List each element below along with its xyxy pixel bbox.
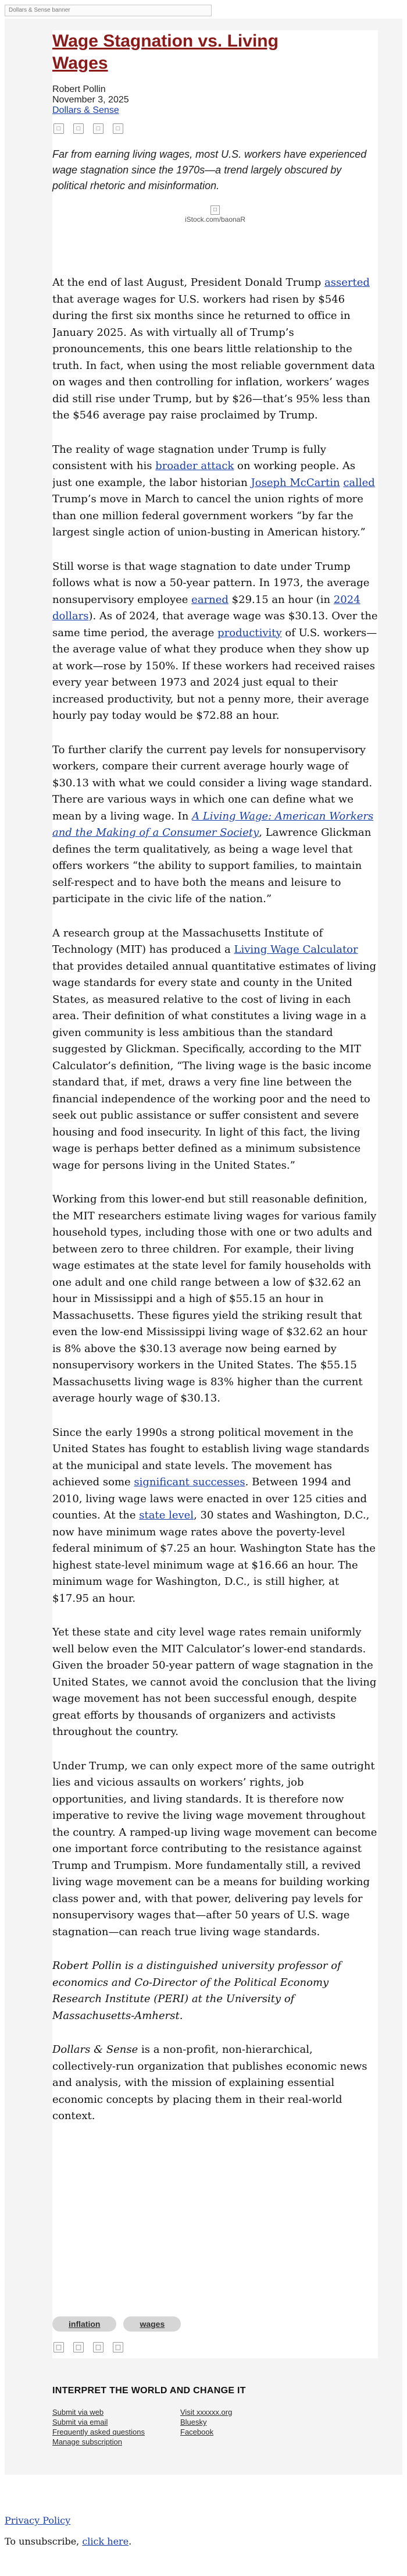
share-bar-top <box>53 123 123 135</box>
article-date: November 3, 2025 <box>52 95 129 105</box>
article-body <box>52 275 378 2294</box>
footer-col-right <box>180 2407 308 2447</box>
significant-successes-link[interactable]: significant successes <box>134 1476 245 1488</box>
article-card <box>52 30 378 2358</box>
visit-site-link[interactable]: Visit xxxxxx.org <box>180 2408 233 2417</box>
asserted-link[interactable]: asserted <box>324 276 370 289</box>
footer-col-left <box>52 2407 180 2447</box>
paragraph-4: To further clarify the current pay levels for nonsupervisory workers, compare their current average hourly wage of $30.13 with what we could consider a living wage standard. There are various ways in which one can define what we mean by a living wage. In A Living Wage: American Workers and the Making of a Consumer Society, Lawrence Glickman defines the term qualitatively, as being a wage level that offers workers “the ability to support families, to maintain self-respect and to have both the means and leisure to participate in the civic life of the nation.” <box>52 743 374 905</box>
facebook-icon[interactable]: □ <box>53 2342 64 2353</box>
hero-image <box>52 205 378 240</box>
paragraph-3: Still worse is that wage stagnation to date under Trump follows what is now a 50-year pattern. In 1973, the average nonsupervisory employee earned $29.15 an hour (in 2024 dollars). As of 2024, that average wage was $30.13. Over the same time period, the average productivity of U.S. workers—the average value of what they produce when they show up at work—rose by 150%. If these workers had received raises every year between 1973 and 2024 just equal to their increased productivity, but not a penny more, their average hourly pay today would be $72.88 an hour. <box>52 560 378 722</box>
tag-inflation[interactable]: inflation <box>52 2316 116 2332</box>
share-bar-bottom <box>53 2342 123 2354</box>
paragraph-2: The reality of wage stagnation under Trump is fully consistent with his broader attack on working people. As just one example, the labor historian Joseph McCartin called Trump’s move in March to cancel the union rights of more than one million federal government workers “by far the largest single action of union-busting in American history.” <box>52 443 375 538</box>
source-link[interactable]: Dollars & Sense <box>52 105 119 115</box>
email-shell <box>5 19 402 2475</box>
productivity-link[interactable]: productivity <box>217 626 282 639</box>
tag-wages[interactable]: wages <box>123 2316 181 2332</box>
paragraph-9: Under Trump, we can only expect more of the same outright lies and vicious assaults on workers’ rights, job opportunities, and living standards. It is therefore now imperative to revive the living wage movement throughout the country. A ramped-up living wage movement can become one important force contributing to the resistance against Trump and Trumpism. More fundamentally still, a revived living wage movement can be a means for building working class power and, with that power, delivering pay levels for nonsupervisory wages that—after 50 years of U.S. wage stagnation—can reach true living wage standards. <box>52 1759 377 1938</box>
footer-links <box>52 2407 378 2447</box>
email-icon[interactable]: □ <box>113 2342 123 2353</box>
earned-link[interactable]: earned <box>191 593 229 606</box>
paragraph-1: At the end of last August, President Donald Trump asserted that average wages for U.S. workers had risen by $546 during the first six months since he returned to office in January 2025. As with virtually all of Trump’s pronouncements, this one bears little relationship to the truth. In fact, when using the most reliable government data on wages and then controlling for inflation, workers’ wages did still rise under Trump, but by $26—that’s 95% less than the $546 average pay raise proclaimed by Trump. <box>52 276 375 421</box>
hero-caption: iStock.com/baonaR <box>184 215 246 223</box>
facebook-link[interactable]: Facebook <box>180 2428 214 2436</box>
living-wage-book-link[interactable]: A Living Wage: American Workers and the Making of a Consumer Society <box>52 810 374 839</box>
joseph-mccartin-link[interactable]: Joseph McCartin <box>251 476 340 489</box>
article-deck: Far from earning living wages, most U.S. workers have experienced wage stagnation since the 1970s—a trend largely obscured by political rhetoric and misinformation. <box>52 148 367 191</box>
state-level-link[interactable]: state level <box>139 1509 194 1521</box>
submit-email-link[interactable]: Submit via email <box>52 2418 108 2426</box>
tag-list <box>52 2316 181 2333</box>
submit-web-link[interactable]: Submit via web <box>52 2408 104 2417</box>
privacy-policy-link[interactable]: Privacy Policy <box>5 2515 71 2526</box>
facebook-icon[interactable]: □ <box>53 123 64 134</box>
author-bio: Robert Pollin is a distinguished university professor of economics and Co-Director of the Political Economy Research Institute (PERI) at the University of Massachusetts-Amherst. <box>52 1960 341 2022</box>
linkedin-icon[interactable]: □ <box>93 2342 103 2353</box>
x-icon[interactable]: □ <box>73 123 84 134</box>
x-icon[interactable]: □ <box>73 2342 84 2353</box>
footer-title: INTERPRET THE WORLD AND CHANGE IT <box>52 2386 246 2396</box>
unsubscribe-line: To unsubscribe, click here. <box>5 2536 132 2547</box>
manage-subscription-link[interactable]: Manage subscription <box>52 2437 122 2446</box>
bluesky-link[interactable]: Bluesky <box>180 2418 207 2426</box>
living-wage-calculator-link[interactable]: Living Wage Calculator <box>234 943 358 956</box>
email-icon[interactable]: □ <box>113 123 123 134</box>
top-banner-image: Dollars & Sense banner <box>5 5 212 16</box>
paragraph-7: Since the early 1990s a strong political movement in the United States has fought to establish living wage standards at the municipal and state levels. The movement has achieved some significant successes. Between 1994 and 2010, living wage laws were enacted in over 125 cities and counties. At the state level, 30 states and Washington, D.C., now have minimum wage rates above the poverty-level federal minimum of $7.25 an hour. Washington State has the highest state-level minimum wage at $16.66 an hour. The minimum wage for Washington, D.C., is still higher, at $17.95 an hour. <box>52 1426 376 1605</box>
article-author: Robert Pollin <box>52 84 106 94</box>
called-link[interactable]: called <box>343 476 375 489</box>
about-blurb: Dollars & Sense is a non-profit, non-hierarchical, collectively-run organization that publishes economic news and analysis, with the mission of explaining essential economic concepts by placing them in their real-world context. <box>52 2043 367 2122</box>
paragraph-6: Working from this lower-end but still reasonable definition, the MIT researchers estimate living wages for various family household types, including those with one or two adults and between zero to three children. For example, their living wage estimates at the state level for family households with one adult and one child range between a low of $32.62 an hour in Mississippi and a high of $55.15 an hour in Massachusetts. These figures yield the striking result that even the low-end Mississippi living wage of $32.62 an hour is 8% above the $30.13 average now being earned by nonsupervisory workers in the United States. The $55.15 Massachusetts living wage is 83% higher than the current average hourly wage of $30.13. <box>52 1193 377 1404</box>
faq-link[interactable]: Frequently asked questions <box>52 2428 145 2436</box>
paragraph-5: A research group at the Massachusetts Institute of Technology (MIT) has produced a Living Wage Calculator that provides detailed annual quantitative estimates of living wage standards for every state and county in the United States, as measured relative to the cost of living in each area. Their definition of what constitutes a living wage in a given community is less ambitious than the standard suggested by Glickman. Specifically, according to the MIT Calculator’s definition, “The living wage is the basic income standard that, if met, draws a very fine line between the financial independence of the working poor and the need to seek out public assistance or suffer consistent and severe housing and food insecurity. In light of this fact, the living wage is perhaps better defined as a minimum subsistence wage for persons living in the United States.” <box>52 927 377 1172</box>
image-icon: □ <box>210 205 220 215</box>
paragraph-8: Yet these state and city level wage rates remain uniformly well below even the MIT Calculator’s lower-end standards. Given the broader 50-year pattern of wage stagnation in the United States, we cannot avoid the conclusion that the living wage movement has not been successful enough, despite great efforts by thousands of organizers and activists throughout the country. <box>52 1626 377 1738</box>
article-header <box>52 30 378 275</box>
broader-attack-link[interactable]: broader attack <box>155 460 234 472</box>
unsubscribe-link[interactable]: click here <box>82 2536 129 2547</box>
article-title[interactable]: Wage Stagnation vs. Living Wages <box>52 31 279 73</box>
linkedin-icon[interactable]: □ <box>93 123 103 134</box>
2024-dollars-link[interactable]: 2024 dollars <box>52 593 360 622</box>
